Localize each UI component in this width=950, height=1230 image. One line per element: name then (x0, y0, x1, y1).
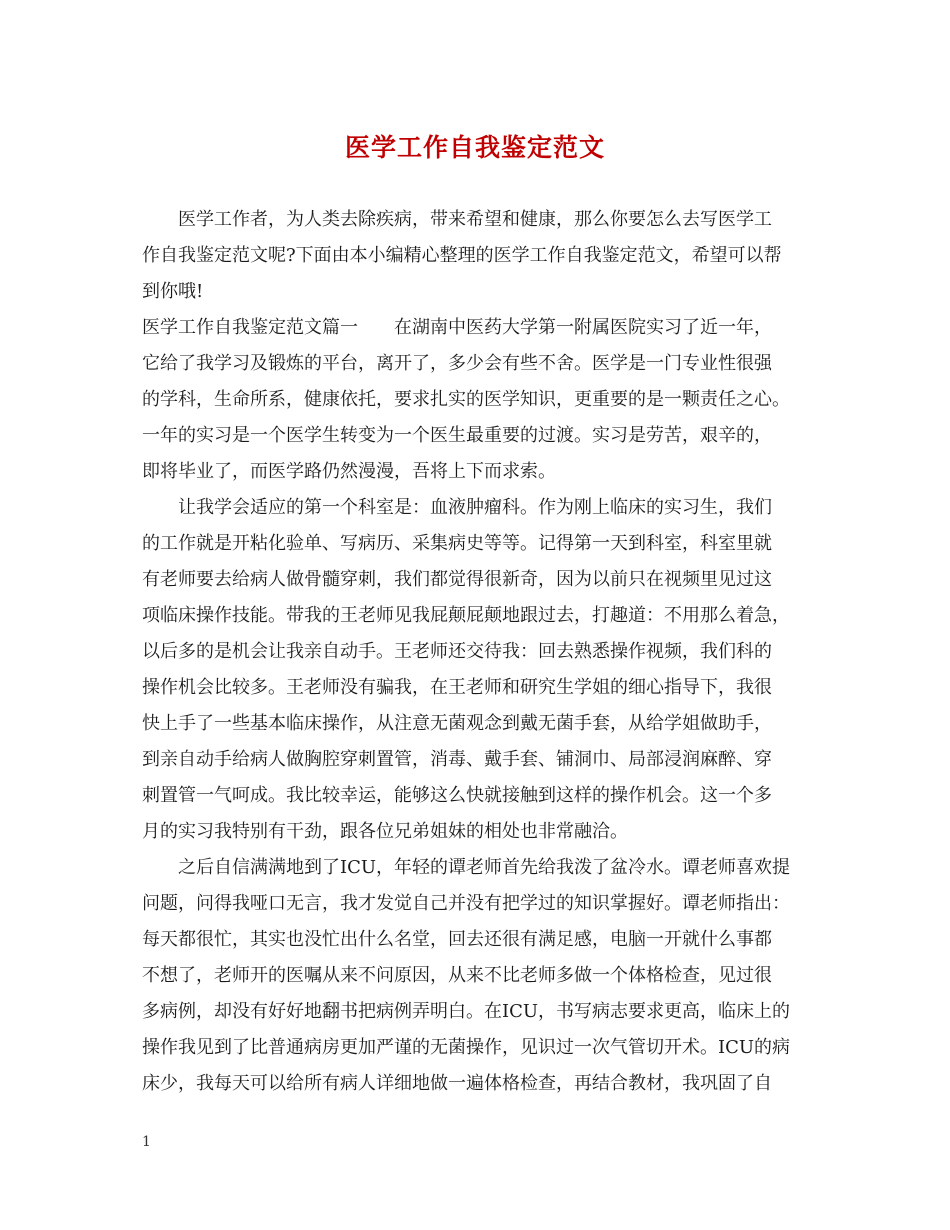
text-line: 即将毕业了，而医学路仍然漫漫，吾将上下而求索。 (142, 461, 556, 482)
text-line: 刺置管一气呵成。我比较幸运，能够这么快就接触到这样的操作机会。这一个多 (142, 785, 772, 806)
text-line: 每天都很忙，其实也没忙出什么名堂，回去还很有满足感，电脑一开就什么事都 (142, 929, 772, 950)
text-line: 床少，我每天可以给所有病人详细地做一遍体格检查，再结合教材，我巩固了自 (142, 1073, 772, 1094)
text-line: 项临床操作技能。带我的王老师见我屁颠屁颠地跟过去，打趣道：不用那么着急， (142, 605, 790, 626)
text-line: 快上手了一些基本临床操作，从注意无菌观念到戴无菌手套，从给学姐做助手， (142, 713, 772, 734)
text-line: 月的实习我特别有干劲，跟各位兄弟姐妹的相处也非常融洽。 (142, 821, 628, 842)
text-line: 不想了，老师开的医嘱从来不问原因，从来不比老师多做一个体格检查，见过很 (142, 965, 772, 986)
text-line: 的工作就是开粘化验单、写病历、采集病史等等。记得第一天到科室，科室里就 (142, 533, 772, 554)
text-line: 之后自信满满地到了ICU，年轻的谭老师首先给我泼了盆冷水。谭老师喜欢提 (142, 857, 791, 878)
document-title: 医学工作自我鉴定范文 (344, 133, 605, 162)
text-line: 医学工作者，为人类去除疾病，带来希望和健康，那么你要怎么去写医学工 (142, 209, 772, 230)
text-line: 以后多的是机会让我亲自动手。王老师还交待我：回去熟悉操作视频，我们科的 (142, 641, 772, 662)
text-line: 它给了我学习及锻炼的平台，离开了，多少会有些不舍。医学是一门专业性很强 (142, 353, 772, 374)
text-line: 多病例，却没有好好地翻书把病例弄明白。在ICU，书写病志要求更高，临床上的 (142, 1001, 791, 1022)
text-line: 一年的实习是一个医学生转变为一个医生最重要的过渡。实习是劳苦，艰辛的， (142, 425, 772, 446)
text-line: 到你哦! (142, 281, 204, 302)
text-line: 到亲自动手给病人做胸腔穿刺置管，消毒、戴手套、铺洞巾、局部浸润麻醉、穿 (142, 749, 772, 770)
text-line: 操作机会比较多。王老师没有骗我，在王老师和研究生学姐的细心指导下，我很 (142, 677, 772, 698)
text-line: 作自我鉴定范文呢?下面由本小编精心整理的医学工作自我鉴定范文，希望可以帮 (142, 245, 782, 266)
text-line: 让我学会适应的第一个科室是：血液肿瘤科。作为刚上临床的实习生，我们 (142, 497, 772, 518)
text-line: 医学工作自我鉴定范文篇一 在湖南中医药大学第一附属医院实习了近一年， (142, 317, 772, 338)
text-line: 操作我见到了比普通病房更加严谨的无菌操作，见识过一次气管切开术。ICU的病 (142, 1037, 791, 1058)
document-body (142, 202, 822, 1102)
text-line: 的学科，生命所系，健康依托，要求扎实的医学知识，更重要的是一颗责任之心。 (142, 389, 790, 410)
text-line: 有老师要去给病人做骨髓穿刺，我们都觉得很新奇，因为以前只在视频里见过这 (142, 569, 772, 590)
text-line: 问题，问得我哑口无言，我才发觉自己并没有把学过的知识掌握好。谭老师指出： (142, 893, 790, 914)
page-number: 1 (142, 1134, 151, 1150)
